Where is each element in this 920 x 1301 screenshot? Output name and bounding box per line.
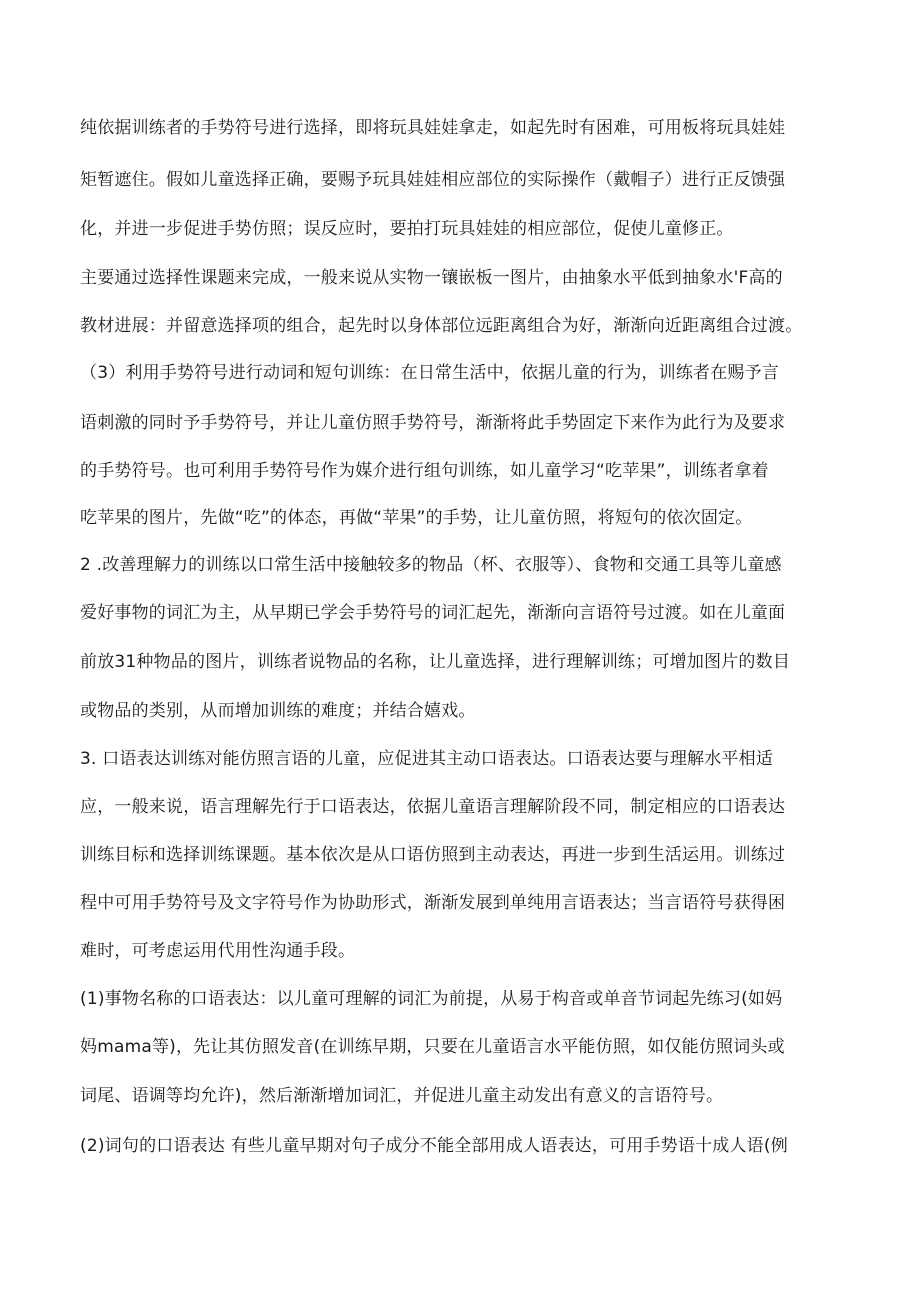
text-line: 吃苹果的图片，先做“吃”的体态，再做“苹果”的手势，让儿童仿照，将短句的依次固定。 [80, 508, 753, 528]
text-line: 化，并进一步促进手势仿照；误反应时，要拍打玩具娃娃的相应部位，促使儿童修正。 [80, 219, 734, 239]
text-line: 主要通过选择性课题来完成，一般来说从实物一镶嵌板一图片，由抽象水平低到抽象水'F高的 [80, 268, 783, 288]
text-line: 教材进展：并留意选择项的组合，起先时以身体部位远距离组合为好，渐渐向近距离组合过渡。 [80, 316, 803, 336]
text-line: 妈mama等)，先让其仿照发音(在训练早期，只要在儿童语言水平能仿照，如仅能仿照词头或 [80, 1037, 785, 1057]
text-line: (1)事物名称的口语表达：以儿童可理解的词汇为前提，从易于构音或单音节词起先练习(如妈 [80, 989, 783, 1009]
text-line: 词尾、语调等均允许)，然后渐渐增加词汇，并促进儿童主动发出有意义的言语符号。 [80, 1086, 724, 1106]
text-line: 程中可用手势符号及文字符号作为协助形式，渐渐发展到单纯用言语表达；当言语符号获得困 [80, 893, 786, 913]
text-line: 爱好事物的词汇为主，从早期已学会手势符号的词汇起先，渐渐向言语符号过渡。如在儿童面 [80, 603, 786, 623]
text-line: 矩暂遮住。假如儿童选择正确，要赐予玩具娃娃相应部位的实际操作（戴帽子）进行正反馈强 [80, 170, 786, 190]
text-line: （3）利用手势符号进行动词和短句训练：在日常生活中，依据儿童的行为，训练者在赐予言 [80, 363, 780, 383]
text-line: 训练目标和选择训练课题。基本依次是从口语仿照到主动表达，再进一步到生活运用。训练过 [80, 845, 786, 865]
text-line: 应，一般来说，语言理解先行于口语表达，依据儿童语言理解阶段不同，制定相应的口语表达 [80, 797, 786, 817]
text-line: 或物品的类别，从而增加训练的难度；并结合嬉戏。 [80, 701, 476, 721]
text-line: (2)词句的口语表达 有些儿童早期对句子成分不能全部用成人语表达，可用手势语十成人语(例 [80, 1136, 788, 1156]
text-line: 3. 口语表达训练对能仿照言语的儿童，应促进其主动口语表达。口语表达要与理解水平相适 [80, 749, 774, 769]
text-line: 2 .改善理解力的训练以口常生活中接触较多的物品（杯、衣服等）、食物和交通工具等儿童感 [80, 555, 782, 575]
text-line: 前放31种物品的图片，训练者说物品的名称，让儿童选择，进行理解训练；可增加图片的数目 [80, 652, 791, 672]
text-line: 语刺激的同时予手势符号，并让儿童仿照手势符号，渐渐将此手势固定下来作为此行为及要求 [80, 413, 786, 433]
text-line: 难时，可考虑运用代用性沟通手段。 [80, 941, 356, 961]
text-line: 的手势符号。也可利用手势符号作为媒介进行组句训练，如儿童学习“吃苹果”，训练者拿着 [80, 461, 769, 481]
text-line: 纯依据训练者的手势符号进行选择，即将玩具娃娃拿走，如起先时有困难，可用板将玩具娃娃 [80, 118, 786, 138]
